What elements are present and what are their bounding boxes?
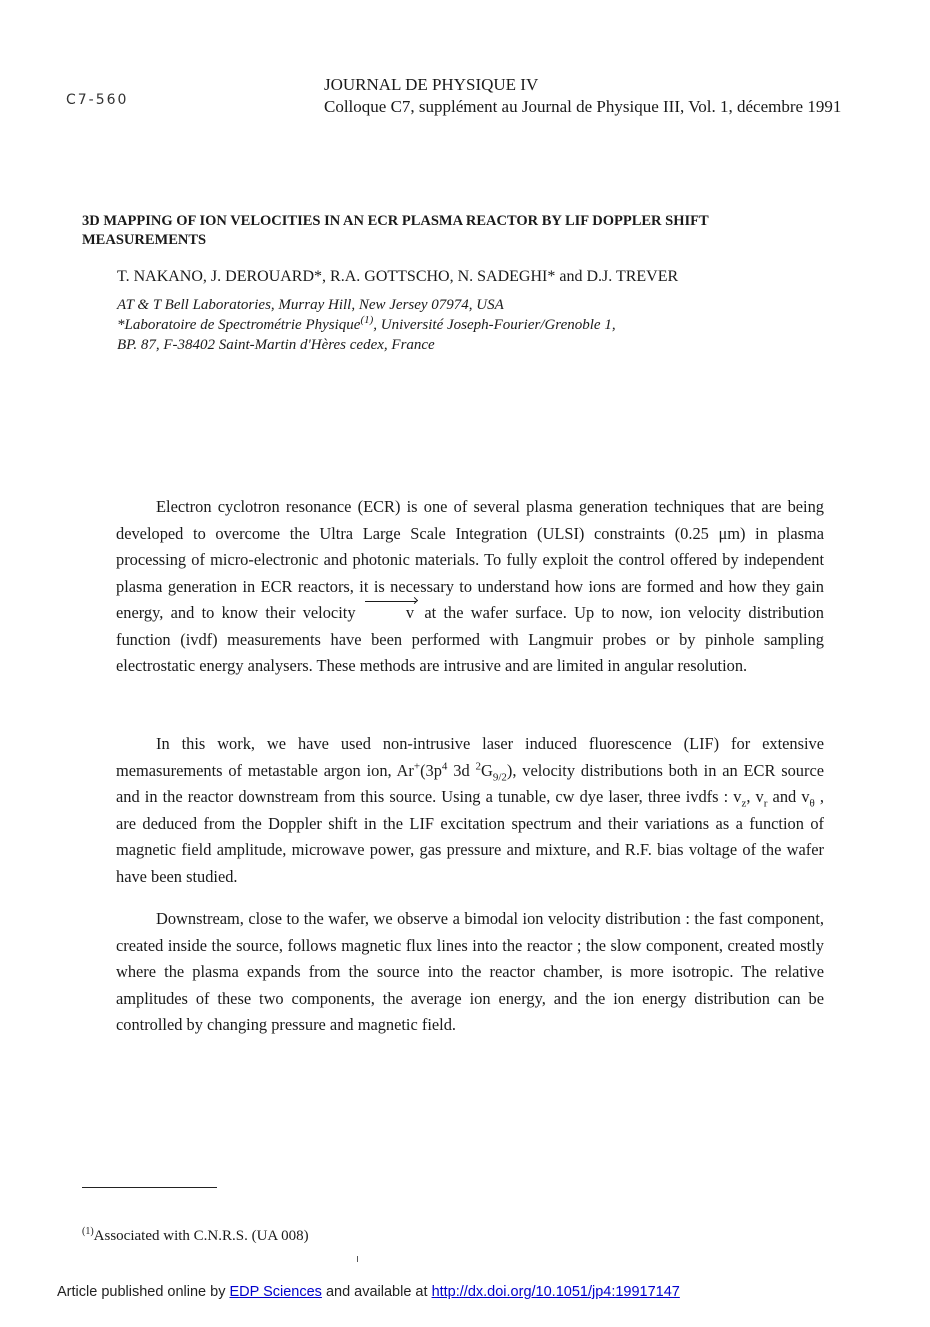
footnote-marker: (1) <box>360 314 374 326</box>
doi-link[interactable]: http://dx.doi.org/10.1051/jp4:19917147 <box>431 1284 680 1300</box>
affiliation-1: AT & T Bell Laboratories, Murray Hill, New Jersey 07974, USA <box>117 297 504 313</box>
article-title: 3D MAPPING OF ION VELOCITIES IN AN ECR PLASMA REACTOR BY LIF DOPPLER SHIFT MEASUREMENTS <box>82 213 709 248</box>
footnote-divider <box>82 1187 217 1188</box>
colloque-line: Colloque C7, supplément au Journal de Physique III, Vol. 1, décembre 1991 <box>324 97 842 116</box>
paragraph-1: Electron cyclotron resonance (ECR) is one of several plasma generation techniques that are being developed to overcome the Ultra Large Scale Integration (ULSI) constraints (0.25 μm) in plasma processing of micro-electronic and photonic materials. To fully exploit the control offered by independent plasma generation in ECR reactors, it is necessary to understand how ions are formed and how they gain energy, and to know their velocity v at the wafer surface. Up to now, ion velocity distribution function (ivdf) measurements have been performed with Langmuir probes or by pinhole sampling electrostatic energy analysers. These methods are intrusive and are limited in angular resolution. <box>116 497 824 675</box>
velocity-vector-symbol: v <box>363 600 417 627</box>
author-list: T. NAKANO, J. DEROUARD*, R.A. GOTTSCHO, N. SADEGHI* and D.J. TREVER <box>117 268 679 285</box>
footnote <box>82 1228 309 1245</box>
affiliations <box>117 295 616 355</box>
paragraph-3: Downstream, close to the wafer, we observe a bimodal ion velocity distribution : the fast component, created inside the source, follows magnetic flux lines into the reactor ; the slow component, created mostly where the plasma expands from the source into the reactor chamber, is more isotropic. The relative amplitudes of these two components, the average ion energy, and the ion energy distribution can be controlled by changing pressure and magnetic field. <box>116 909 824 1034</box>
footnote-number: (1) <box>82 1226 94 1237</box>
paragraph-2: In this work, we have used non-intrusive laser induced fluorescence (LIF) for extensive memasurements of metastable argon ion, $Ar^+(3p^4$ 3d $^2G_{9/2}$), velocity distributions both in an ECR source and in the reactor downstream from this source. Using a tunable, cw dye laser, three ivdfs : $v_z$, $v_r$ and $v_\theta$ , are deduced from the Doppler shift in the LIF excitation spectrum and their variations as a function of magnetic field amplitude, microwave power, gas pressure and mixture, and R.F. bias voltage of the wafer have been studied. <box>116 734 824 886</box>
scan-mark <box>357 1256 358 1262</box>
affiliation-3: BP. 87, F-38402 Saint-Martin d'Hères cedex, France <box>117 337 435 353</box>
journal-name: JOURNAL DE PHYSIQUE IV <box>324 75 539 94</box>
journal-header <box>324 74 841 118</box>
page-number: C7-560 <box>66 92 129 108</box>
edp-sciences-link[interactable]: EDP Sciences <box>229 1284 322 1300</box>
affiliation-2: *Laboratoire de Spectrométrie Physique$^{(1)}$, Université Joseph-Fourier/Grenoble 1, <box>117 314 616 333</box>
publication-banner: Article published online by EDP Sciences and available at http://dx.doi.org/10.1051/jp4:19917147 <box>57 1284 680 1300</box>
footnote-text: Associated with C.N.R.S. (UA 008) <box>93 1228 309 1244</box>
